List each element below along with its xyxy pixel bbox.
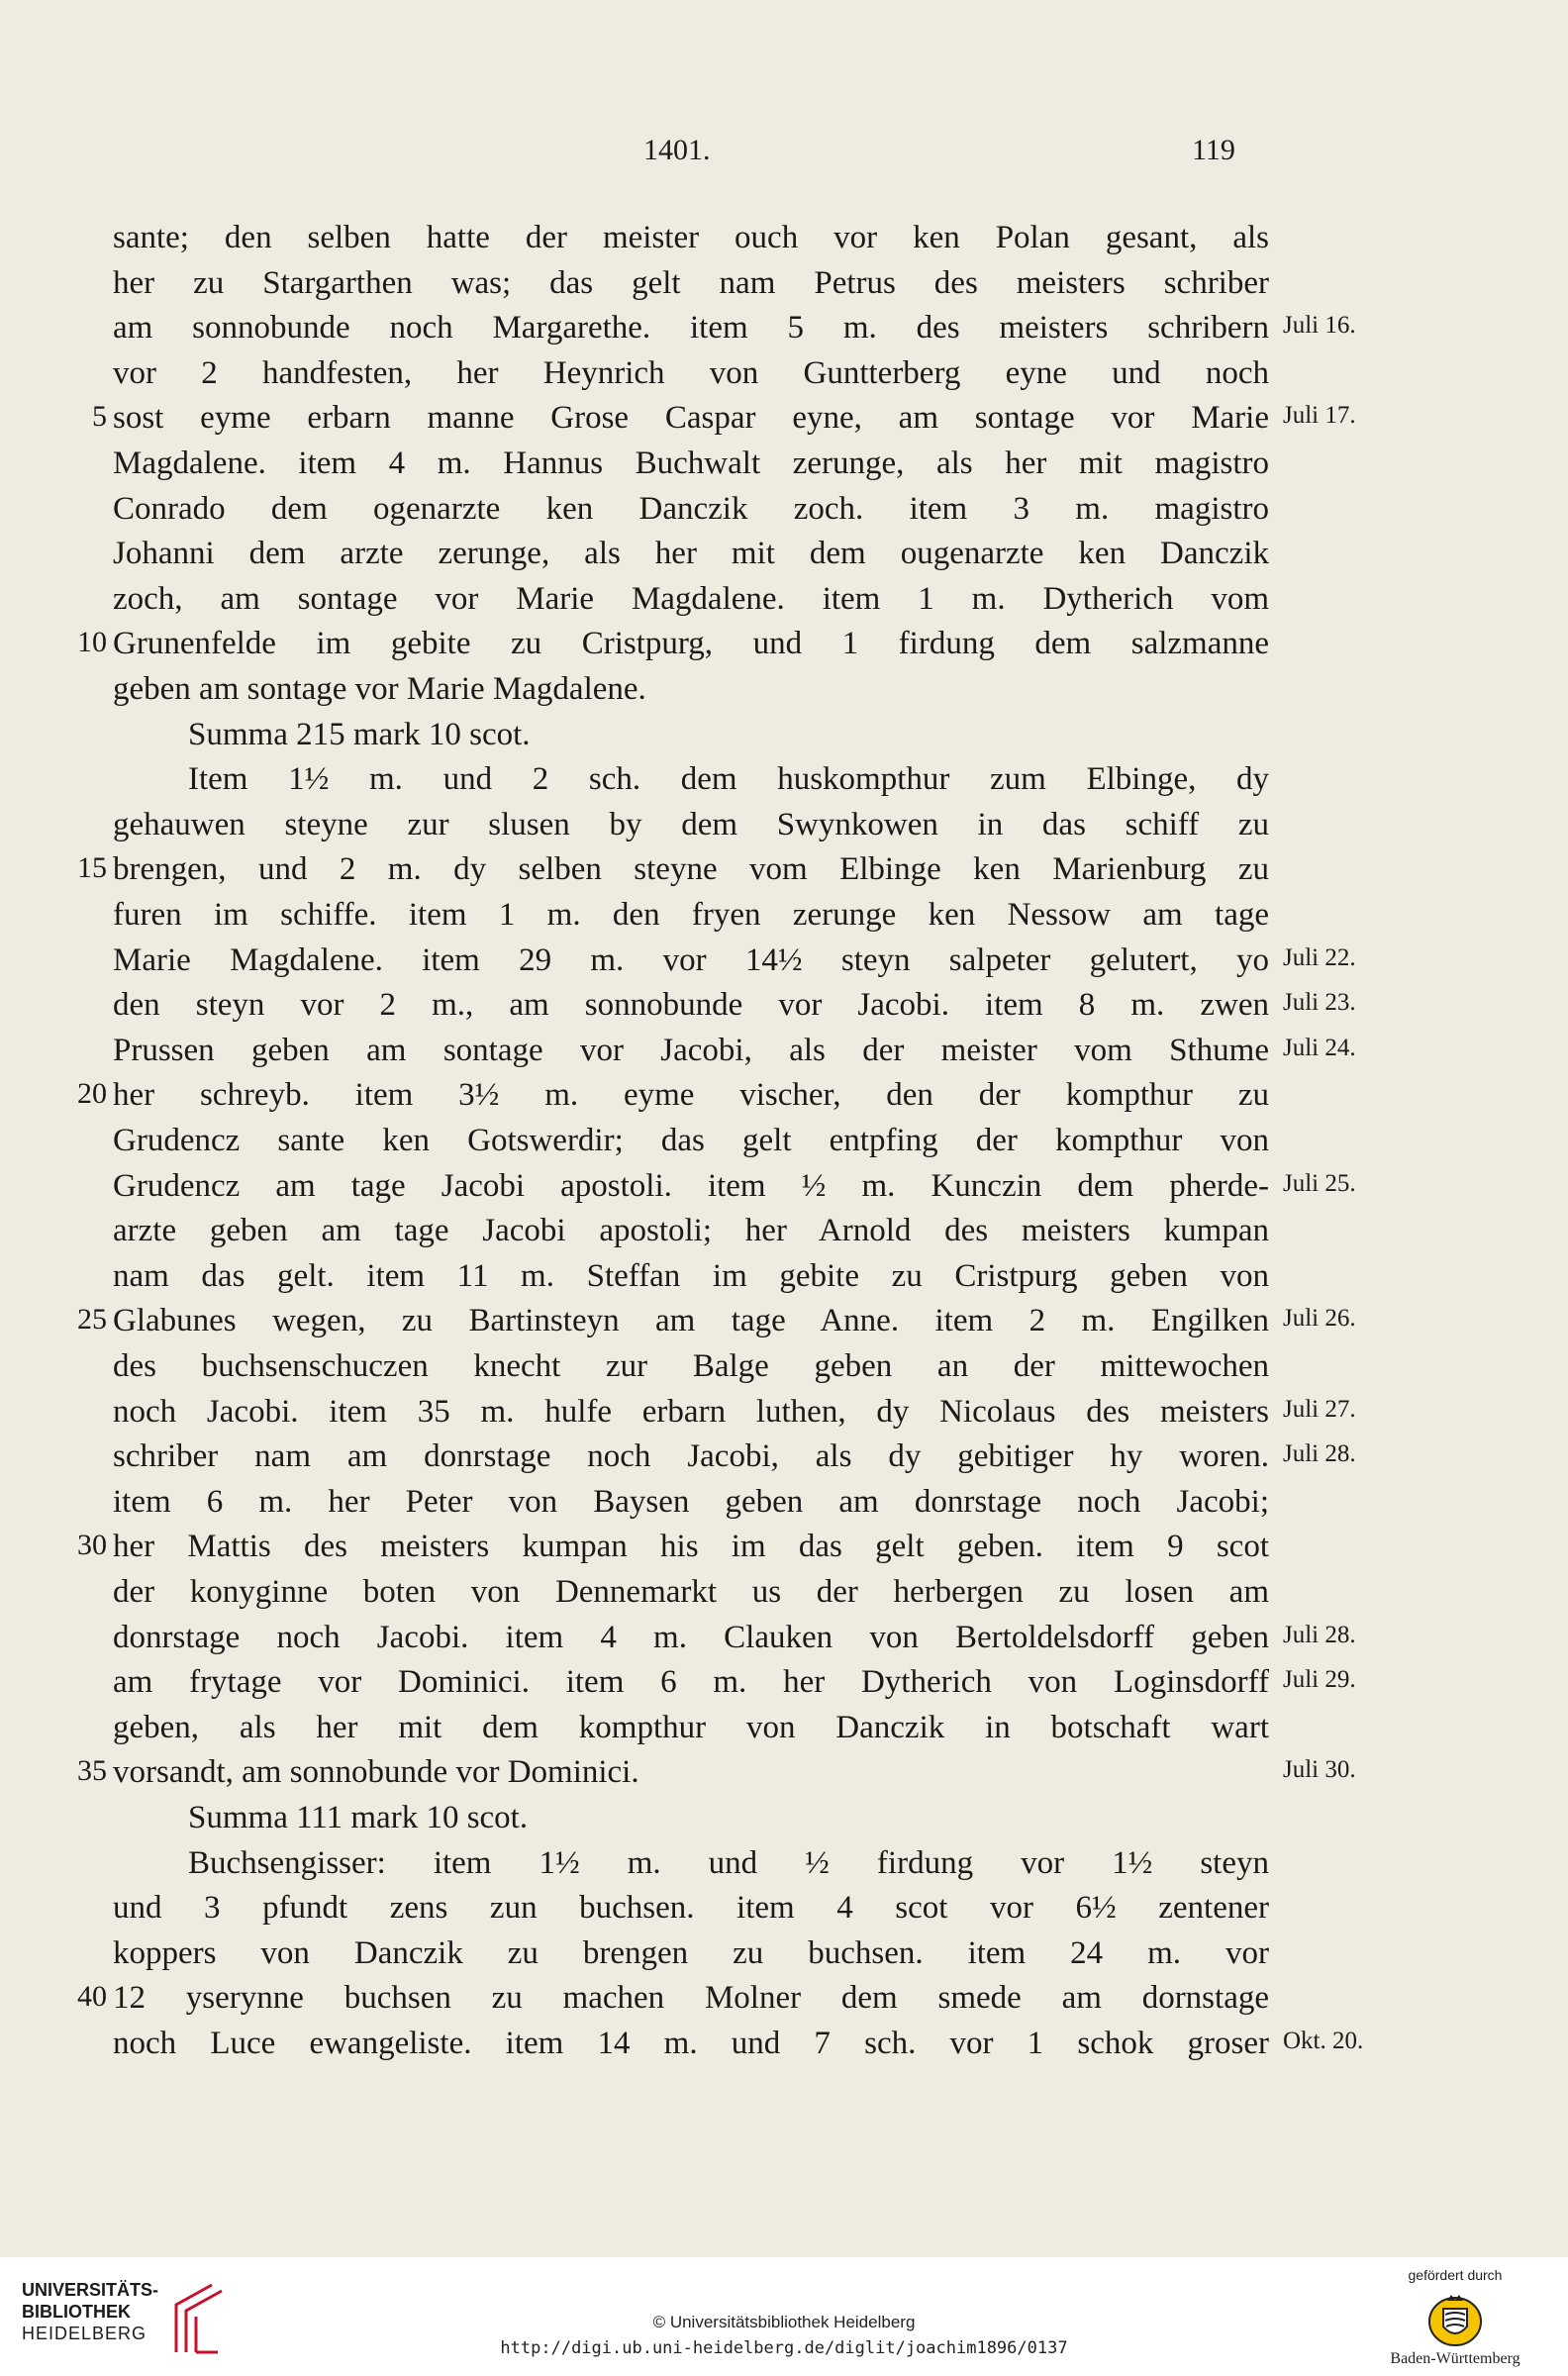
line-text: nam das gelt. item 11 m. Steffan im gebite zu Cristpurg geben von	[113, 1257, 1269, 1294]
line-number: 25	[77, 1303, 107, 1336]
footer-bar	[0, 2257, 1568, 2376]
line-text: Grudencz sante ken Gotswerdir; das gelt entpfing der kompthur von	[113, 1123, 1269, 1158]
text-line	[0, 1480, 1568, 1525]
text-line	[0, 1616, 1568, 1660]
permalink-url[interactable]: http://digi.ub.uni-heidelberg.de/diglit/joachim1896/0137	[500, 2338, 1068, 2358]
text-line	[0, 2022, 1568, 2066]
line-text: koppers von Danczik zu brengen zu buchsen. item 24 m. vor	[113, 1934, 1269, 1971]
line-text: am frytage vor Dominici. item 6 m. her Dytherich von Loginsdorff	[113, 1664, 1269, 1701]
text-line	[0, 306, 1568, 350]
line-number: 15	[77, 851, 107, 885]
library-name-line3: HEIDELBERG	[22, 2324, 147, 2343]
text-line	[0, 1525, 1568, 1569]
text-line	[0, 1886, 1568, 1930]
line-text: her zu Stargarthen was; das gelt nam Petrus des meisters schriber	[113, 264, 1269, 301]
text-line	[0, 487, 1568, 532]
line-text: am sonnobunde noch Margarethe. item 5 m. des meisters schribern	[113, 310, 1269, 346]
text-line	[0, 1570, 1568, 1615]
text-line	[0, 396, 1568, 441]
text-line	[0, 1344, 1568, 1389]
line-number: 30	[77, 1529, 107, 1562]
line-text: zoch, am sontage vor Marie Magdalene. item 1 m. Dytherich vom	[113, 580, 1269, 617]
text-line	[0, 1976, 1568, 2021]
coat-of-arms-icon	[1425, 2291, 1485, 2348]
text-line	[0, 1029, 1568, 1073]
text-line	[0, 532, 1568, 576]
line-text: sante; den selben hatte der meister ouch vor ken Polan gesant, als	[113, 220, 1269, 255]
line-text: vorsandt, am sonnobunde vor Dominici.	[113, 1754, 639, 1791]
line-text: gehauwen steyne zur slusen by dem Swynkowen in das schiff zu	[113, 806, 1269, 842]
line-text: Marie Magdalene. item 29 m. vor 14½ steyn salpeter gelutert, yo	[113, 941, 1269, 978]
library-name-line1: UNIVERSITÄTS-	[22, 2280, 159, 2300]
line-text: her Mattis des meisters kumpan his im das gelt geben. item 9 scot	[113, 1529, 1269, 1565]
line-text: den steyn vor 2 m., am sonnobunde vor Jacobi. item 8 m. zwen	[113, 987, 1269, 1024]
text-line	[0, 757, 1568, 802]
text-line	[0, 1390, 1568, 1435]
text-line	[0, 1435, 1568, 1479]
sponsor-label: gefördert durch	[1408, 2267, 1503, 2283]
line-text: und 3 pfundt zens zun buchsen. item 4 scot vor 6½ zentener	[113, 1890, 1269, 1927]
line-text: noch Luce ewangeliste. item 14 m. und 7 sch. vor 1 schok groser	[113, 2026, 1269, 2061]
margin-date-note: Juli 29.	[1283, 1666, 1356, 1694]
line-text: sost eyme erbarn manne Grose Caspar eyne, am sontage vor Marie	[113, 400, 1269, 437]
text-line	[0, 622, 1568, 666]
line-text: Summa 215 mark 10 scot.	[188, 716, 531, 752]
text-line	[0, 1841, 1568, 1886]
text-line	[0, 667, 1568, 712]
line-text: vor 2 handfesten, her Heynrich von Guntterberg eyne und noch	[113, 354, 1269, 391]
margin-date-note: Juli 16.	[1283, 312, 1356, 340]
text-line	[0, 1796, 1568, 1840]
line-text: Glabunes wegen, zu Bartinsteyn am tage Anne. item 2 m. Engilken	[113, 1303, 1269, 1339]
line-text: Buchsengisser: item 1½ m. und ½ firdung vor 1½ steyn	[188, 1844, 1269, 1881]
text-line	[0, 939, 1568, 983]
line-text: donrstage noch Jacobi. item 4 m. Clauken von Bertoldelsdorff geben	[113, 1619, 1269, 1655]
line-text: Prussen geben am sontage vor Jacobi, als der meister vom Sthume	[113, 1032, 1269, 1068]
text-line	[0, 1660, 1568, 1705]
text-line	[0, 261, 1568, 306]
margin-date-note: Juli 17.	[1283, 402, 1356, 430]
text-line	[0, 847, 1568, 892]
margin-date-note: Juli 26.	[1283, 1305, 1356, 1333]
text-line	[0, 1119, 1568, 1163]
line-text: furen im schiffe. item 1 m. den fryen zerunge ken Nessow am tage	[113, 897, 1269, 933]
copyright-notice: © Universitätsbibliothek Heidelberg	[652, 2313, 916, 2331]
text-line	[0, 1299, 1568, 1343]
text-line	[0, 1706, 1568, 1750]
line-text: Johanni dem arzte zerunge, als her mit dem ougenarzte ken Danczik	[113, 536, 1269, 572]
text-line	[0, 351, 1568, 396]
line-text: 12 yserynne buchsen zu machen Molner dem smede am dornstage	[113, 1980, 1269, 2017]
line-text: der konyginne boten von Dennemarkt us der herbergen zu losen am	[113, 1574, 1269, 1610]
sponsor-block[interactable]	[1366, 2267, 1544, 2367]
line-text: geben, als her mit dem kompthur von Danczik in botschaft wart	[113, 1709, 1269, 1745]
line-text: brengen, und 2 m. dy selben steyne vom Elbinge ken Marienburg zu	[113, 851, 1269, 888]
text-line	[0, 1209, 1568, 1253]
text-line	[0, 216, 1568, 260]
line-text: Summa 111 mark 10 scot.	[188, 1800, 529, 1835]
text-line	[0, 803, 1568, 847]
line-text: Grunenfelde im gebite zu Cristpurg, und 1 firdung dem salzmanne	[113, 626, 1269, 662]
margin-date-note: Juli 25.	[1283, 1169, 1356, 1197]
line-text: Conrado dem ogenarzte ken Danczik zoch. item 3 m. magistro	[113, 490, 1269, 527]
margin-date-note: Juli 27.	[1283, 1395, 1356, 1423]
text-line	[0, 713, 1568, 757]
line-text: her schreyb. item 3½ m. eyme vischer, den der kompthur zu	[113, 1077, 1269, 1114]
text-line	[0, 442, 1568, 486]
text-line	[0, 1164, 1568, 1209]
text-line	[0, 1750, 1568, 1795]
line-text: des buchsenschuczen knecht zur Balge geben an der mittewochen	[113, 1348, 1269, 1384]
margin-date-note: Juli 28.	[1283, 1621, 1356, 1648]
line-text: Grudencz am tage Jacobi apostoli. item ½ m. Kunczin dem pherde-	[113, 1167, 1269, 1204]
line-number: 10	[77, 626, 107, 659]
line-number: 35	[77, 1754, 107, 1788]
line-text: Magdalene. item 4 m. Hannus Buchwalt zerunge, als her mit magistro	[113, 446, 1269, 481]
margin-date-note: Juli 22.	[1283, 943, 1356, 971]
margin-date-note: Juli 30.	[1283, 1756, 1356, 1784]
line-number: 40	[77, 1980, 107, 2014]
text-line	[0, 577, 1568, 622]
running-head-year: 1401.	[643, 134, 711, 166]
text-line	[0, 893, 1568, 938]
line-text: geben am sontage vor Marie Magdalene.	[113, 671, 646, 707]
line-text: noch Jacobi. item 35 m. hulfe erbarn luthen, dy Nicolaus des meisters	[113, 1393, 1269, 1430]
text-line	[0, 1254, 1568, 1299]
line-number: 20	[77, 1077, 107, 1111]
sponsor-name: Baden-Württemberg	[1390, 2350, 1520, 2367]
page-header	[0, 134, 1568, 173]
line-text: Item 1½ m. und 2 sch. dem huskompthur zum Elbinge, dy	[188, 761, 1269, 798]
margin-date-note: Juli 28.	[1283, 1440, 1356, 1468]
text-line	[0, 983, 1568, 1028]
line-text: schriber nam am donrstage noch Jacobi, als dy gebitiger hy woren.	[113, 1438, 1269, 1475]
margin-date-note: Juli 24.	[1283, 1034, 1356, 1061]
text-line	[0, 1073, 1568, 1118]
margin-date-note: Okt. 20.	[1283, 2028, 1364, 2054]
page-number: 119	[1192, 134, 1235, 166]
text-line	[0, 1931, 1568, 1976]
line-text: item 6 m. her Peter von Baysen geben am donrstage noch Jacobi;	[113, 1483, 1269, 1520]
line-text: arzte geben am tage Jacobi apostoli; her Arnold des meisters kumpan	[113, 1213, 1269, 1249]
line-number: 5	[92, 400, 107, 434]
library-name-line2: BIBLIOTHEK	[22, 2302, 131, 2322]
margin-date-note: Juli 23.	[1283, 989, 1356, 1017]
